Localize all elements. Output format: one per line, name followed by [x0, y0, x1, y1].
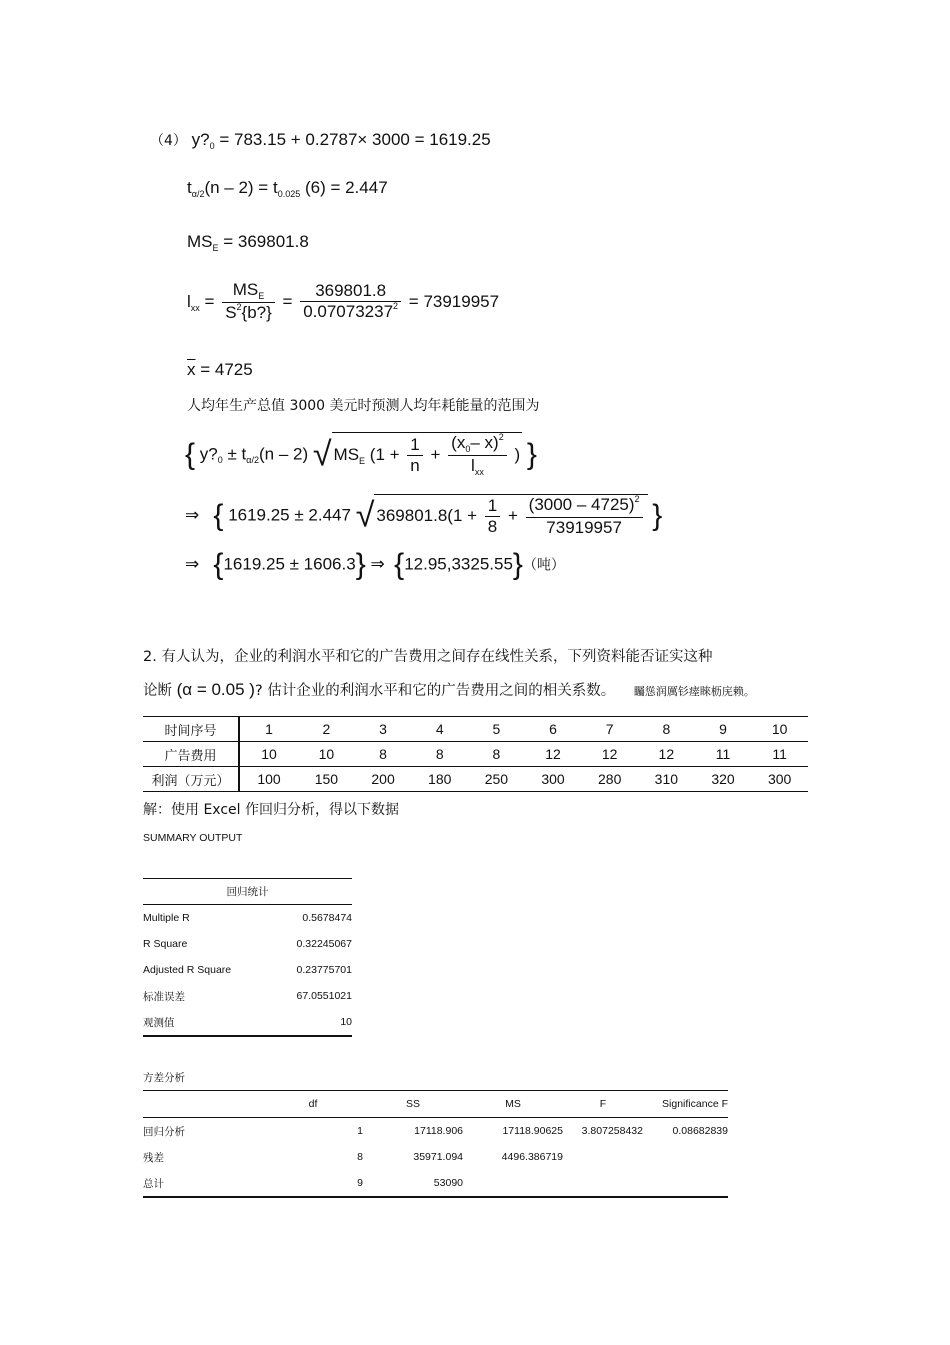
table-row: 观测值 10	[143, 1009, 352, 1036]
table-row: 回归分析 1 17118.906 17118.90625 3.807258432 0.08682839	[143, 1125, 728, 1138]
table-row: 利润（万元） 100 150 200 180 250 300 280 310 320 300	[143, 767, 808, 792]
line-t-value: $t_{\alpha/2}(n - 2) = t_{0.025}$ (6) = 2.447	[187, 178, 388, 199]
regression-stats-table	[143, 878, 352, 1037]
interval-substituted: ⇒ { 1619.25 ± 2.447 √ 369801.8(1 + $\frac{1}{8}$ + $\frac{(3000 - 4725)^2}{73919957}$ }	[185, 494, 663, 537]
line-xbar: $\overline{x} = 4725$	[187, 360, 253, 379]
table-row: R Square 0.32245067	[143, 938, 352, 950]
summary-output-title: SUMMARY OUTPUT	[143, 832, 243, 844]
data-table	[143, 716, 808, 792]
line-y0-prediction: （4） $y?_0 = 783.15 + 0.2787\times 3000 = 1619.25$	[150, 130, 491, 151]
regression-stats-title: 回归统计	[143, 879, 352, 905]
anova-table	[143, 1090, 728, 1198]
table-row: 残差 8 35971.094 4496.386719	[143, 1151, 563, 1164]
fraction-numeric: $\frac{369801.8}{0.07073237^2}$	[300, 281, 401, 324]
table-header-row: df SS MS F Significance F	[143, 1091, 728, 1118]
table-row: 总计 9 53090	[143, 1170, 728, 1197]
interval-result: ⇒ {1619.25 ± 1606.3} ⇒ {12.95,3325.55}（吨）	[185, 548, 565, 581]
table-row: 广告费用 10 10 8 8 8 12 12 12 11 11	[143, 742, 808, 767]
prediction-sentence: 人均年生产总值 3000 美元时预测人均年耗能量的范围为	[187, 398, 540, 414]
question2-line1: 2. 有人认为，企业的利润水平和它的广告费用之间存在线性关系，下列资料能否证实这种	[143, 649, 713, 665]
table-row: 标准误差 67.0551021	[143, 990, 352, 1003]
table-row: 时间序号 1 2 3 4 5 6 7 8 9 10	[143, 717, 808, 742]
line-mse: $MS_E = 369801.8$	[187, 232, 309, 253]
part-label: （4）	[150, 133, 187, 149]
anova-title: 方差分析	[143, 1072, 185, 1084]
solution-text: 解：使用 Excel 作回归分析，得以下数据	[143, 802, 399, 818]
interval-formula: { $y?_0 \pm t_{\alpha/2}(n - 2)$ √ $MS_E$ (1 + $\frac{1}{n}$ + $\frac{(x_0- x)^2}{l_{xx}}$ ) }	[185, 432, 537, 477]
line-lxx: $l_{xx}$ = $\frac{MS_E}{S^2\{b?\}}$ = $\frac{369801.8}{0.07073237^2}$ = 73919957	[187, 280, 499, 325]
question2-line2: 论断 (α = 0.05 )? 估计企业的利润水平和它的广告费用之间的相关系数。 矚慫润厲钐瘗睞枥庑赖。	[143, 680, 755, 699]
table-row: Adjusted R Square 0.23775701	[143, 964, 352, 976]
table-row: Multiple R 0.5678474	[143, 912, 352, 924]
fraction-mse-over-s2b: $\frac{MS_E}{S^2\{b?\}}$	[222, 280, 275, 325]
